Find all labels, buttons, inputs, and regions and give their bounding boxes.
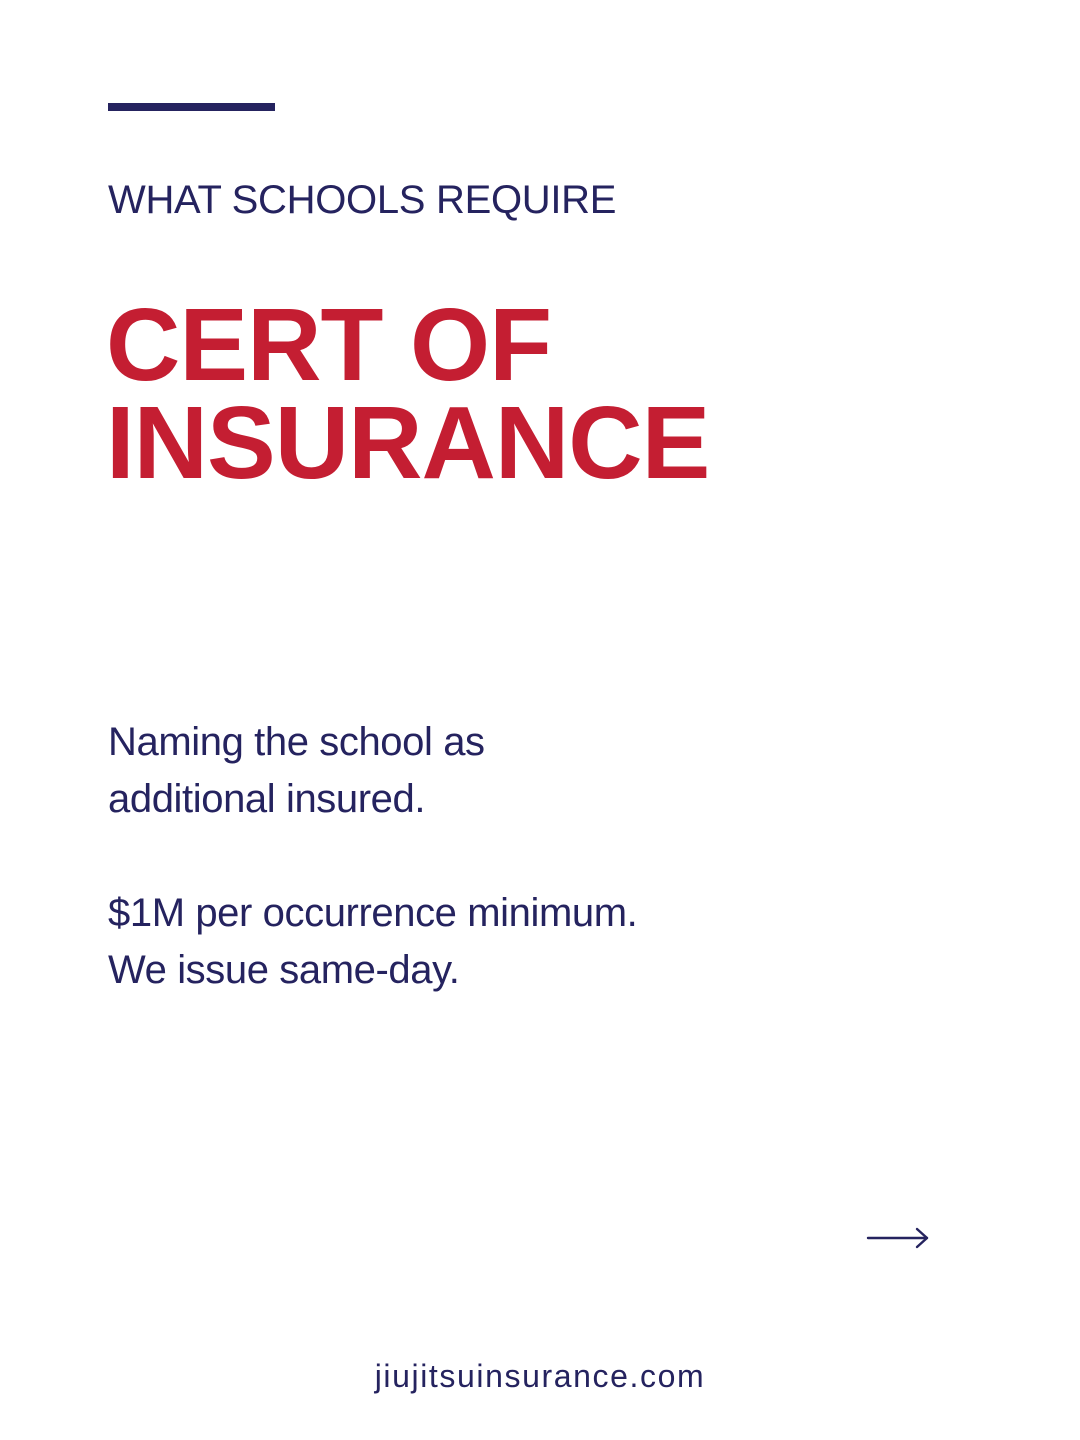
body-paragraph-2-line-1: $1M per occurrence minimum.	[108, 891, 638, 935]
headline	[106, 287, 1006, 500]
body-paragraph-1-line-2: additional insured.	[108, 777, 426, 821]
headline-line-2: INSURANCE	[106, 385, 710, 500]
body-paragraph-1	[108, 714, 928, 828]
eyebrow-label: WHAT SCHOOLS REQUIRE	[108, 178, 617, 222]
right-arrow-icon	[866, 1224, 930, 1252]
body-paragraph-2	[108, 885, 928, 999]
website-link[interactable]: jiujitsuinsurance.com	[374, 1358, 706, 1394]
headline-line-1: CERT OF	[106, 287, 552, 402]
body-paragraph-1-line-1: Naming the school as	[108, 720, 485, 764]
accent-bar	[108, 103, 275, 111]
next-slide-button[interactable]	[866, 1224, 930, 1252]
body-paragraph-2-line-2: We issue same-day.	[108, 948, 460, 992]
